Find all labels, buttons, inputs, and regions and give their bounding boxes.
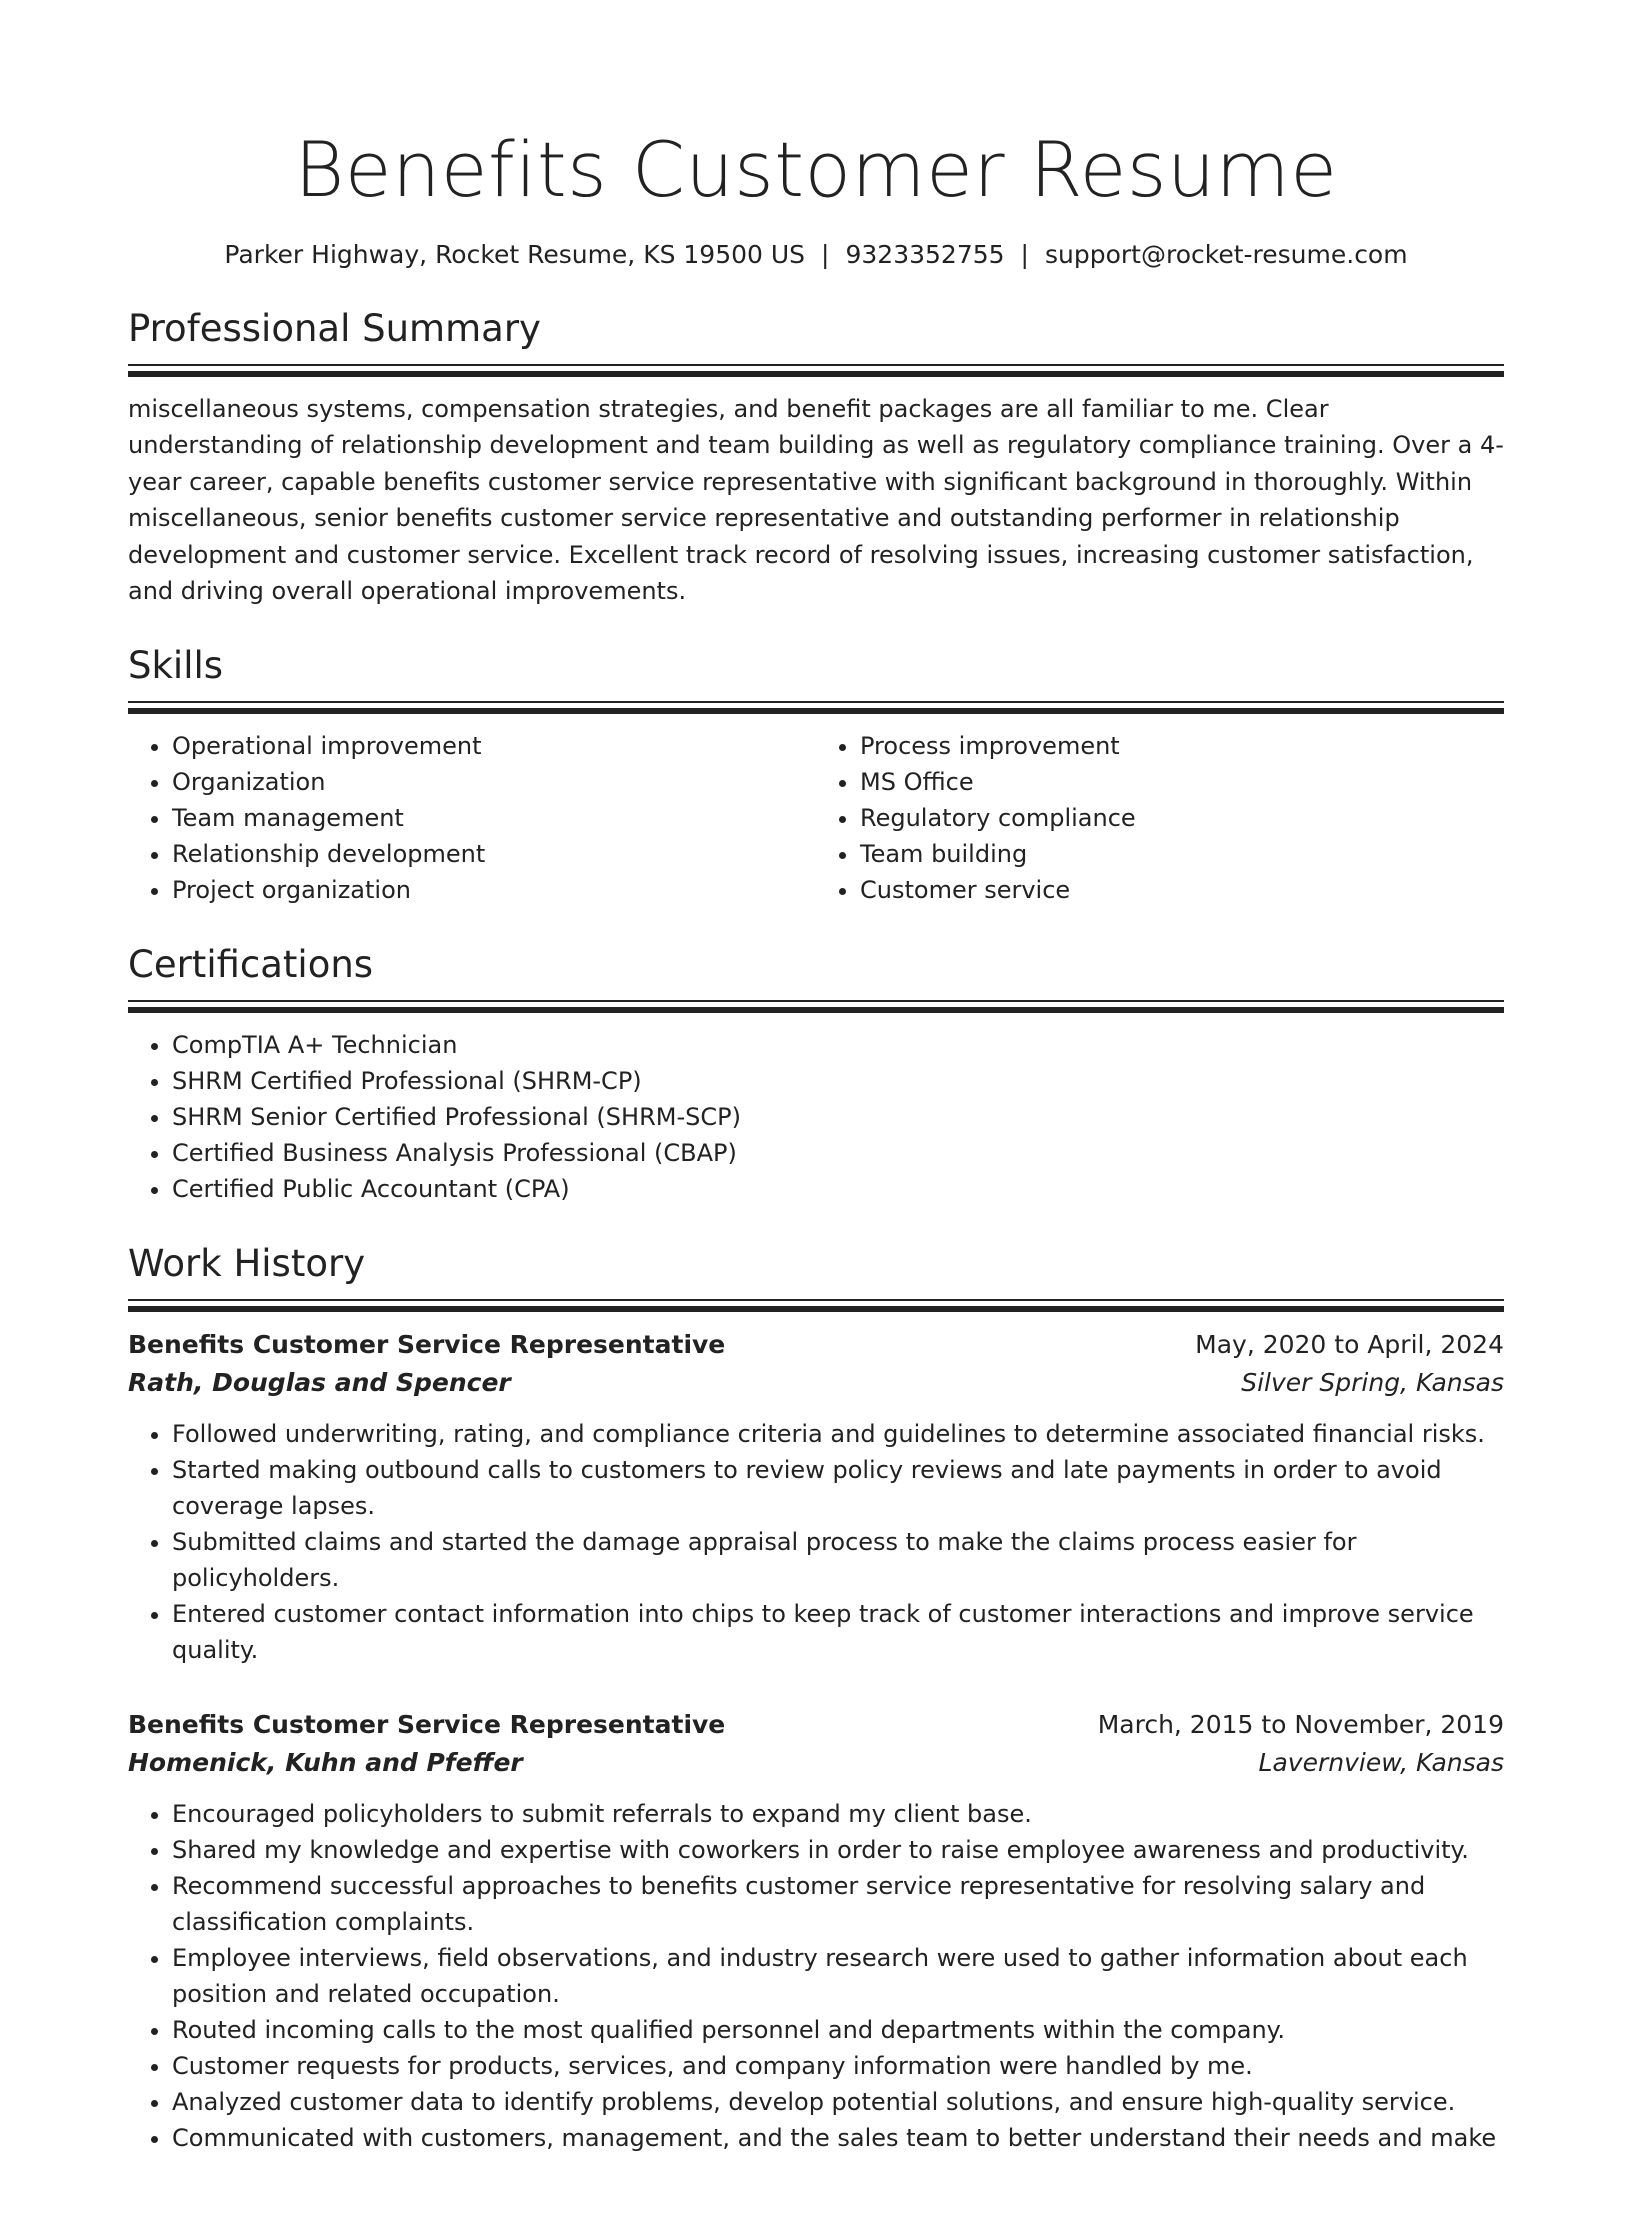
section-heading: Professional Summary (128, 307, 541, 350)
job-location: Lavernview, Kansas (1258, 1748, 1504, 1778)
skill-item: • MS Office (860, 764, 1504, 800)
certification-item: • SHRM Senior Certified Professional (SHRM-SCP) (172, 1099, 1504, 1135)
job-bullet: • Customer requests for products, services, and company information were handled by me. (172, 2048, 1504, 2084)
section-divider-thin (128, 1000, 1504, 1002)
skill-item: • Team building (860, 836, 1504, 872)
skill-item: • Operational improvement (172, 728, 816, 764)
section-divider-thin (128, 701, 1504, 703)
job-bullet: • Shared my knowledge and expertise with coworkers in order to raise employee awareness and productivity. (172, 1832, 1504, 1868)
section-heading: Skills (128, 644, 224, 688)
contact-phone: 9323352755 (845, 240, 1005, 269)
section-skills (128, 643, 1504, 908)
skill-item: • Process improvement (860, 728, 1504, 764)
job-header-row (128, 1706, 1504, 1744)
skill-item: • Organization (172, 764, 816, 800)
section-divider-thin (128, 1299, 1504, 1301)
skills-grid (128, 728, 1504, 908)
section-divider-thick (128, 371, 1504, 377)
skills-list-right (816, 728, 1504, 908)
contact-line (128, 238, 1504, 272)
section-certifications (128, 942, 1504, 1207)
job-dates: May, 2020 to April, 2024 (1195, 1330, 1504, 1360)
contact-email: support@rocket-resume.com (1044, 240, 1408, 269)
job-bullet: • Started making outbound calls to customers to review policy reviews and late payments in order to avoid coverage lapses. (172, 1452, 1504, 1524)
job-subheader-row (128, 1744, 1504, 1782)
job-subheader-row (128, 1364, 1504, 1402)
resume-title: Benefits Customer Resume (294, 125, 1338, 214)
job-bullet: • Employee interviews, field observations, and industry research were used to gather information about each position and related occupation. (172, 1940, 1504, 2012)
section-heading: Certifications (128, 943, 374, 987)
section-divider-thick (128, 708, 1504, 714)
certification-item: • Certified Public Accountant (CPA) (172, 1171, 1504, 1207)
job-title: Benefits Customer Service Representative (128, 1330, 726, 1360)
job-bullet: • Routed incoming calls to the most qualified personnel and departments within the company. (172, 2012, 1504, 2048)
summary-text: miscellaneous systems, compensation strategies, and benefit packages are all familiar to me. Clear understanding of relationship development and team building as well as regulatory compliance training. Over a 4-year career, capable benefits customer service representative with significant background in thoroughly. Within miscellaneous, senior benefits customer service representative and outstanding performer in relationship development and customer service. Excellent track record of resolving issues, increasing customer satisfaction, and driving overall operational improvements. (128, 395, 1504, 606)
section-divider-thin (128, 364, 1504, 366)
section-work-history (128, 1241, 1504, 2156)
certification-item: • SHRM Certified Professional (SHRM-CP) (172, 1063, 1504, 1099)
skill-item: • Project organization (172, 872, 816, 908)
job-entry (128, 1706, 1504, 2156)
job-company: Homenick, Kuhn and Pfeffer (128, 1748, 523, 1778)
job-bullet: • Communicated with customers, management, and the sales team to better understand their needs and make (172, 2120, 1504, 2156)
skills-list-left (128, 728, 816, 908)
contact-address: Parker Highway, Rocket Resume, KS 19500 US (224, 240, 806, 269)
job-bullet: • Encouraged policyholders to submit referrals to expand my client base. (172, 1796, 1504, 1832)
section-professional-summary (128, 306, 1504, 609)
section-divider-thick (128, 1007, 1504, 1013)
job-dates: March, 2015 to November, 2019 (1097, 1710, 1504, 1740)
skill-item: • Customer service (860, 872, 1504, 908)
job-bullet: • Followed underwriting, rating, and compliance criteria and guidelines to determine associated financial risks. (172, 1416, 1504, 1452)
section-heading: Work History (128, 1242, 366, 1286)
job-bullet: • Analyzed customer data to identify problems, develop potential solutions, and ensure high-quality service. (172, 2084, 1504, 2120)
skill-item: • Relationship development (172, 836, 816, 872)
job-entry (128, 1326, 1504, 1668)
job-header-row (128, 1326, 1504, 1364)
job-bullet: • Entered customer contact information into chips to keep track of customer interactions and improve service quality. (172, 1596, 1504, 1668)
job-title: Benefits Customer Service Representative (128, 1710, 726, 1740)
certification-item: • CompTIA A+ Technician (172, 1027, 1504, 1063)
job-bullet: • Submitted claims and started the damage appraisal process to make the claims process easier for policyholders. (172, 1524, 1504, 1596)
skill-item: • Regulatory compliance (860, 800, 1504, 836)
contact-separator: | (821, 240, 830, 269)
job-bullets (128, 1416, 1504, 1668)
job-bullet: • Recommend successful approaches to benefits customer service representative for resolving salary and classification complaints. (172, 1868, 1504, 1940)
job-location: Silver Spring, Kansas (1241, 1368, 1504, 1398)
job-company: Rath, Douglas and Spencer (128, 1368, 511, 1398)
certifications-list (128, 1027, 1504, 1207)
contact-separator: | (1020, 240, 1029, 269)
resume-page (0, 124, 1632, 2236)
section-divider-thick (128, 1306, 1504, 1312)
skill-item: • Team management (172, 800, 816, 836)
job-bullets (128, 1796, 1504, 2156)
certification-item: • Certified Business Analysis Professional (CBAP) (172, 1135, 1504, 1171)
